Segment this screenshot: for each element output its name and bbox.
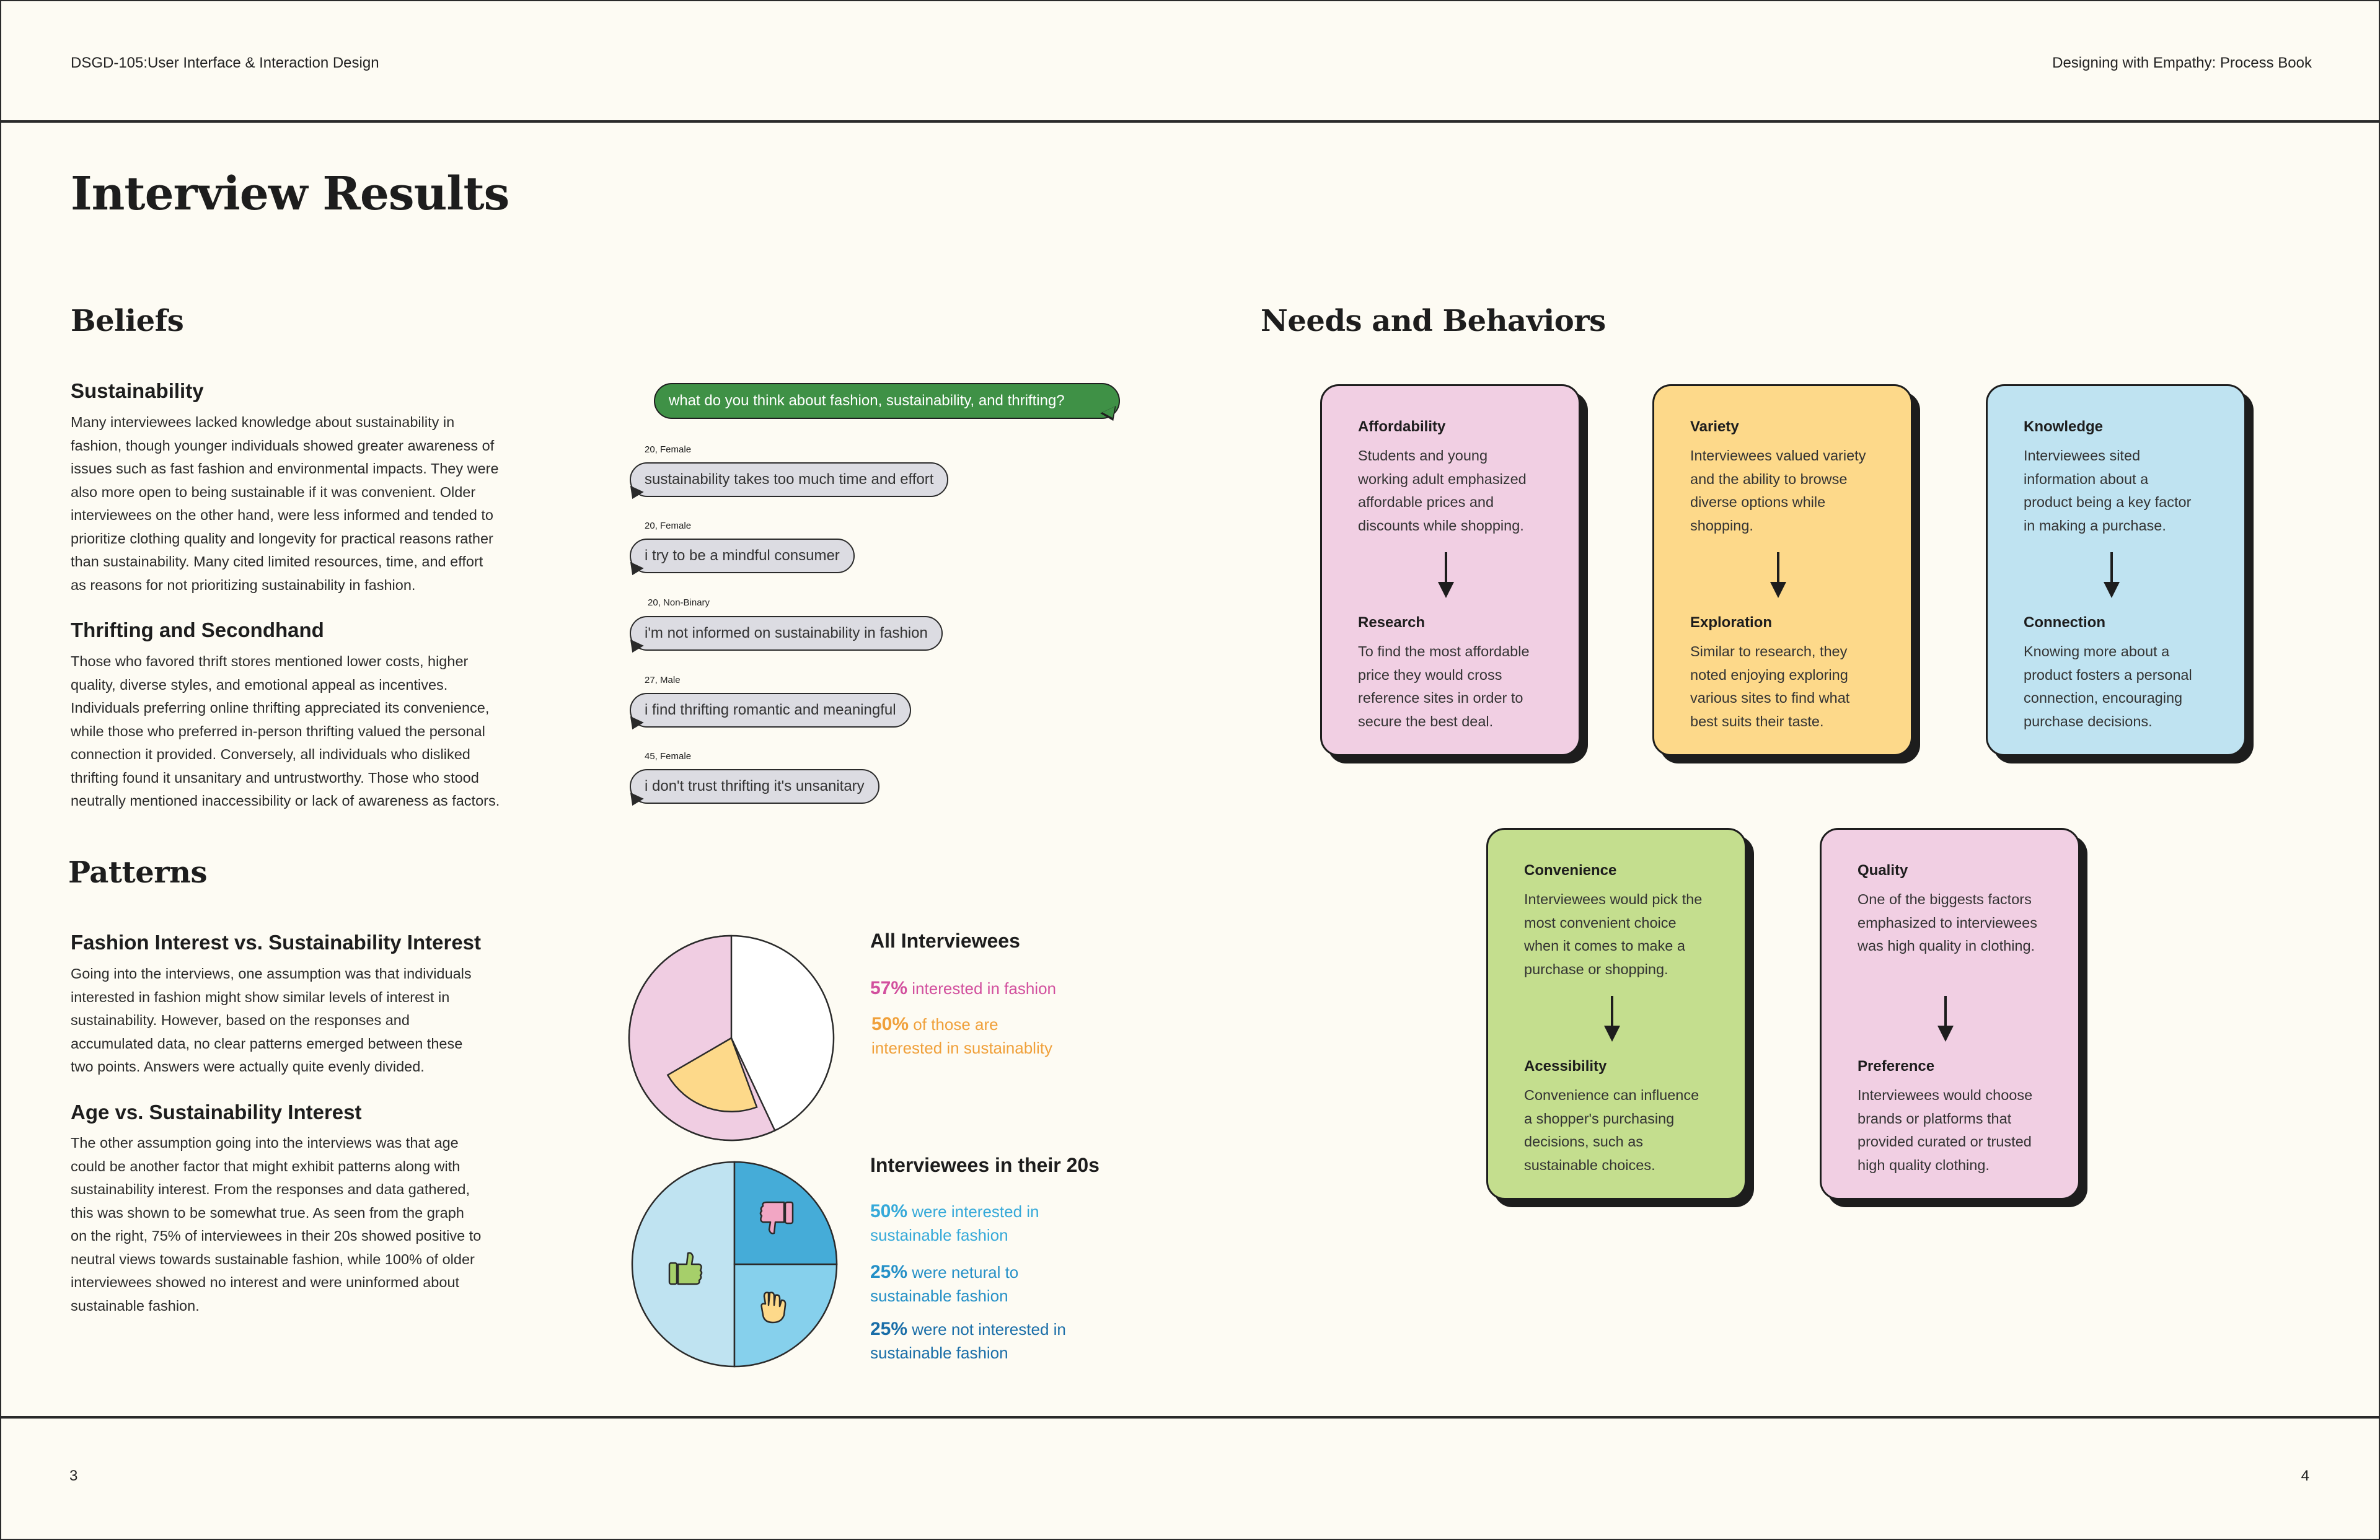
need-title: Quality <box>1858 862 1908 879</box>
page-number-left: 3 <box>69 1467 78 1484</box>
sustainability-title: Sustainability <box>71 379 204 402</box>
answer-meta: 20, Non-Binary <box>648 597 710 608</box>
answer-bubble: i don't trust thrifting it's unsanitary <box>630 769 879 804</box>
sustainability-text: Many interviewees lacked knowledge about sustainability in fashion, though younger individuals showed greater awareness of issues such as fast fashion and environmental impacts. They were also more open to being sustainable if it was convenient. Older interviewees on the other hand, were less informed and tended to prioritize clothing quality and longevity for practical reasons rather than sustainability. Many cited limited resources, time, and effort as reasons for not prioritizing sustainability in fashion. <box>71 414 499 593</box>
legend-percent: 50% <box>871 1014 909 1034</box>
arrow-head-icon <box>1770 582 1786 598</box>
need-text: Interviewees valued variety and the ability to browse diverse options while shopping. <box>1690 447 1866 534</box>
down-arrow-icon <box>2110 552 2113 584</box>
page-title: Interview Results <box>71 167 509 221</box>
legend-percent: 25% <box>870 1262 908 1282</box>
behavior-title: Acessibility <box>1524 1058 1607 1075</box>
need-title: Affordability <box>1358 418 1446 435</box>
legend-label: were interested in sustainable fashion <box>870 1202 1039 1244</box>
chart2-title: Interviewees in their 20s <box>870 1154 1100 1176</box>
behavior-text: Convenience can influence a shopper's purchasing decisions, such as sustainable choices. <box>1524 1087 1699 1173</box>
beliefs-heading: Beliefs <box>71 304 184 338</box>
behavior-text: Interviewees would choose brands or platforms that provided curated or trusted high quality clothing. <box>1858 1087 2033 1173</box>
down-arrow-icon <box>1944 996 1947 1028</box>
need-text: Interviewees would pick the most convenient choice when it comes to make a purchase or shopping. <box>1524 891 1703 977</box>
answer-bubble: sustainability takes too much time and effort <box>630 462 948 497</box>
chart2-legend-item <box>870 1261 1018 1308</box>
book-title: Designing with Empathy: Process Book <box>2052 55 2312 71</box>
needs-heading: Needs and Behaviors <box>1261 304 1606 338</box>
age-pattern-text: The other assumption going into the interviews was that age could be another factor that might exhibit patterns along with sustainability interest. From the responses and data gathered, this was shown to be somewhat true. As seen from the graph on the right, 75% of interviewees in their 20s showed positive to neutral views towards sustainable fashion, while 100% of older interviewees showed no interest and were uninformed about sustainable fashion. <box>71 1135 482 1314</box>
footer-divider <box>0 1416 2380 1419</box>
chart1-legend-item <box>871 1013 1052 1060</box>
need-text: Students and young working adult emphasized affordable prices and discounts while shopping. <box>1358 447 1527 534</box>
answer-meta: 27, Male <box>645 675 681 685</box>
chart2-legend-item <box>870 1200 1039 1247</box>
behavior-text: Similar to research, they noted enjoying exploring various sites to find what best suits their taste. <box>1690 643 1850 729</box>
fashion-pattern-title: Fashion Interest vs. Sustainability Interest <box>71 931 482 954</box>
down-arrow-icon <box>1777 552 1779 584</box>
arrow-head-icon <box>1937 1026 1954 1042</box>
chart1-title: All Interviewees <box>870 930 1020 952</box>
down-arrow-icon <box>1445 552 1447 584</box>
pie-slice-neutral <box>734 1264 837 1366</box>
need-text: Interviewees sited information about a product being a key factor in making a purchase. <box>2024 447 2192 534</box>
header-divider <box>0 120 2380 123</box>
need-card-affordability <box>1320 384 1580 756</box>
patterns-heading: Patterns <box>68 855 207 890</box>
fashion-pattern-text: Going into the interviews, one assumption was that individuals interested in fashion might show similar levels of interest in sustainability. However, based on the responses and accumulated data, no clear patterns emerged between these two points. Answers were actually quite evenly divided. <box>71 966 472 1075</box>
legend-label: were netural to sustainable fashion <box>870 1263 1019 1305</box>
answer-bubble: i try to be a mindful consumer <box>630 539 855 573</box>
arrow-head-icon <box>2104 582 2120 598</box>
need-card-quality <box>1820 828 2080 1200</box>
legend-percent: 25% <box>870 1319 908 1339</box>
chart1-legend-item <box>870 977 1056 1000</box>
arrow-head-icon <box>1438 582 1454 598</box>
need-card-convenience <box>1486 828 1747 1200</box>
thrifting-text: Those who favored thrift stores mentioned lower costs, higher quality, diverse styles, and emotional appeal as incentives. Individuals preferring online thrifting appreciated its convenience, while those who preferred in-person thrifting valued the personal connection it provided. Conversely, all individuals who disliked thrifting found it unsanitary and untrustworthy. Those who stood neutrally mentioned inaccessibility or lack of awareness as factors. <box>71 653 500 809</box>
page-number-right: 4 <box>2301 1467 2309 1484</box>
need-title: Variety <box>1690 418 1739 435</box>
legend-label: interested in fashion <box>912 979 1056 998</box>
all-interviewees-pie-chart <box>626 933 837 1143</box>
answer-bubble: i'm not informed on sustainability in fashion <box>630 616 943 651</box>
legend-label: of those are interested in sustainablity <box>871 1015 1052 1057</box>
behavior-title: Preference <box>1858 1058 1935 1075</box>
answer-meta: 20, Female <box>645 521 692 531</box>
question-bubble: what do you think about fashion, sustainability, and thrifting? <box>654 383 1120 419</box>
answer-meta: 20, Female <box>645 444 692 455</box>
age-pattern-title: Age vs. Sustainability Interest <box>71 1101 362 1124</box>
twenties-pie-chart <box>629 1159 840 1370</box>
behavior-title: Research <box>1358 614 1426 631</box>
need-card-knowledge <box>1986 384 2246 756</box>
answer-bubble: i find thrifting romantic and meaningful <box>630 693 911 728</box>
legend-percent: 50% <box>870 1201 908 1221</box>
chart2-legend-item <box>870 1318 1066 1365</box>
behavior-title: Exploration <box>1690 614 1773 631</box>
answer-meta: 45, Female <box>645 751 692 762</box>
need-title: Convenience <box>1524 862 1617 879</box>
need-card-variety <box>1652 384 1913 756</box>
arrow-head-icon <box>1604 1026 1620 1042</box>
behavior-text: Knowing more about a product fosters a personal connection, encouraging purchase decisions. <box>2024 643 2192 729</box>
course-title: DSGD-105:User Interface & Interaction Design <box>71 55 379 71</box>
behavior-title: Connection <box>2024 614 2105 631</box>
behavior-text: To find the most affordable price they would cross reference sites in order to secure the best deal. <box>1358 643 1530 729</box>
thrifting-title: Thrifting and Secondhand <box>71 618 324 641</box>
legend-label: were not interested in sustainable fashion <box>870 1320 1066 1362</box>
need-title: Knowledge <box>2024 418 2104 435</box>
down-arrow-icon <box>1611 996 1613 1028</box>
need-text: One of the biggests factors emphasized to interviewees was high quality in clothing. <box>1858 891 2037 954</box>
legend-percent: 57% <box>870 978 908 998</box>
